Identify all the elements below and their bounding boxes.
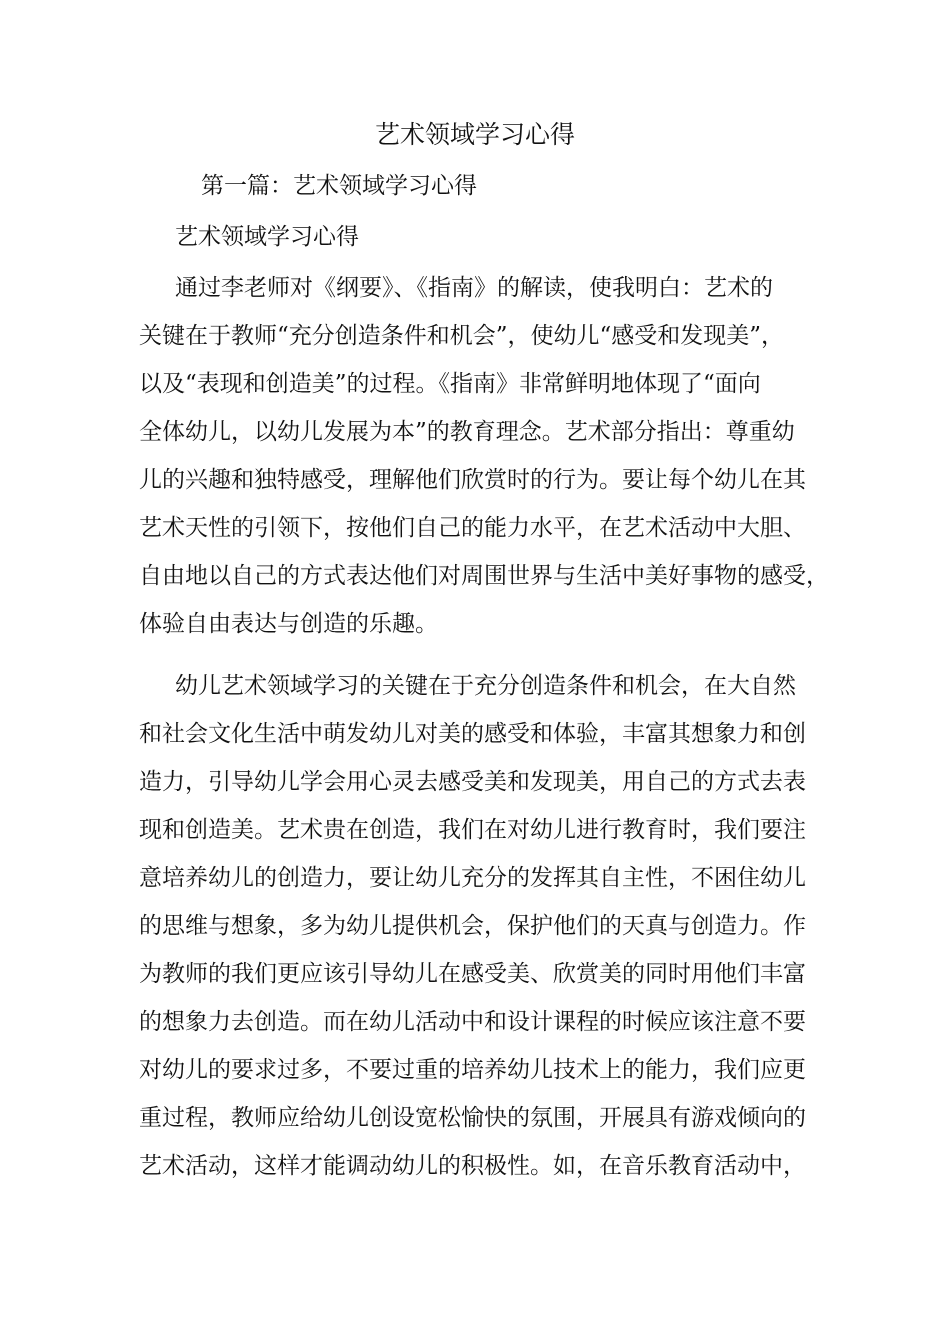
paragraph-line: 儿的兴趣和独特感受，理解他们欣赏时的行为。要让每个幼儿在其 <box>139 467 806 493</box>
paragraph-line: 幼儿艺术领域学习的关键在于充分创造条件和机会，在大自然 <box>175 673 796 699</box>
paragraph-line: 意培养幼儿的创造力，要让幼儿充分的发挥其自主性，不困住幼儿 <box>139 865 806 891</box>
paragraph-line: 艺术活动，这样才能调动幼儿的积极性。如，在音乐教育活动中， <box>139 1153 806 1179</box>
paragraph-line: 的思维与想象，多为幼儿提供机会，保护他们的天真与创造力。作 <box>139 913 806 939</box>
paragraph-line: 通过李老师对《纲要》、《指南》的解读，使我明白：艺术的 <box>175 275 773 301</box>
paragraph-line: 和社会文化生活中萌发幼儿对美的感受和体验，丰富其想象力和创 <box>139 721 806 747</box>
paragraph-line: 艺术天性的引领下，按他们自己的能力水平，在艺术活动中大胆、 <box>139 515 806 541</box>
paragraph-line: 全体幼儿，以幼儿发展为本”的教育理念。艺术部分指出：尊重幼 <box>139 419 795 445</box>
paragraph-line: 关键在于教师“充分创造条件和机会”，使幼儿“感受和发现美”， <box>139 323 785 349</box>
paragraph-line: 为教师的我们更应该引导幼儿在感受美、欣赏美的同时用他们丰富 <box>139 961 806 987</box>
document-subtitle: 第一篇：艺术领域学习心得 <box>201 173 477 199</box>
paragraph-line: 重过程，教师应给幼儿创设宽松愉快的氛围，开展具有游戏倾向的 <box>139 1105 806 1131</box>
paragraph-line: 以及“表现和创造美”的过程。《指南》非常鲜明地体现了“面向 <box>139 371 761 397</box>
paragraph-line: 的想象力去创造。而在幼儿活动中和设计课程的时候应该注意不要 <box>139 1009 806 1035</box>
paragraph-line: 现和创造美。艺术贵在创造，我们在对幼儿进行教育时，我们要注 <box>139 817 806 843</box>
paragraph-line: 自由地以自己的方式表达他们对周围世界与生活中美好事物的感受， <box>139 563 829 589</box>
paragraph-line: 对幼儿的要求过多，不要过重的培养幼儿技术上的能力，我们应更 <box>139 1057 806 1083</box>
paragraph-line: 体验自由表达与创造的乐趣。 <box>139 611 438 637</box>
section-heading: 艺术领域学习心得 <box>175 224 359 250</box>
document-title: 艺术领域学习心得 <box>374 120 575 149</box>
paragraph-line: 造力，引导幼儿学会用心灵去感受美和发现美，用自己的方式去表 <box>139 769 806 795</box>
